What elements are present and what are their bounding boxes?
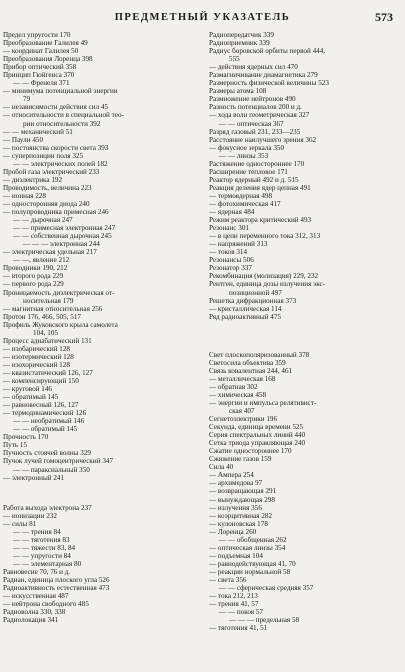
index-entry: Расширение тепловое 171 — [209, 167, 288, 176]
index-entry: — ионная 228 — [3, 191, 46, 200]
index-entry: Проводимость, величина 223 — [3, 183, 92, 192]
index-entry: Сетка триода управляющая 240 — [209, 439, 306, 448]
index-entry: — кристаллическая 114 — [209, 304, 282, 313]
index-entry: — полупроводника примесная 246 — [3, 208, 109, 217]
page-number: 573 — [375, 10, 393, 24]
index-entry: — оптическая линзы 354 — [209, 543, 286, 552]
index-entry: — термодинамический 126 — [3, 409, 87, 418]
index-entry: Прочность 170 — [3, 433, 49, 442]
index-entry: — компенсирующий 150 — [3, 377, 79, 386]
index-entry: — координат Галилея 50 — [3, 47, 79, 56]
index-entry: Профиль Жуковского крыла самолета — [3, 320, 118, 329]
index-entry: Резонатор 337 — [209, 264, 252, 273]
index-entry: — металлическая 168 — [209, 374, 276, 383]
index-entry: — — трения 84 — [13, 527, 61, 536]
index-entry: Сегнетоэлектрики 196 — [209, 415, 278, 424]
index-entry: Проницаемость диэлектрическая от- — [3, 288, 115, 297]
index-entry: Размерность физической величины 523 — [209, 79, 329, 88]
index-entry: — — параксиальный 350 — [13, 465, 90, 474]
index-entry: носительная 179 — [23, 296, 74, 305]
index-entry: Размножение нейтронов 490 — [209, 95, 296, 104]
index-entry: Секунда, единица времени 525 — [209, 423, 304, 432]
index-entry: Работа выхода электрона 237 — [3, 503, 92, 512]
index-entry: — диэлектрика 192 — [3, 175, 63, 184]
index-entry: — — упругости 84 — [13, 551, 71, 560]
index-entry: 104, 105 — [33, 328, 58, 337]
index-entry: — вынуждающая 298 — [209, 495, 275, 504]
index-entry: — подъемная 104 — [209, 551, 263, 560]
index-entry: — обратимый 145 — [3, 393, 59, 402]
index-entry: Пробой газа электрический 233 — [3, 167, 100, 176]
index-entry: Резонансы 506 — [209, 256, 254, 265]
index-entry: Размагничивание диамагнетика 279 — [209, 71, 318, 80]
index-entry: Процесс адиабатический 131 — [3, 336, 92, 345]
index-entry: — электронный 241 — [3, 473, 65, 482]
index-entry: — — обобщенная 262 — [219, 535, 287, 544]
index-entry: — — механический 51 — [3, 127, 73, 136]
index-entry: Свет плоскополяризованный 378 — [209, 350, 310, 359]
index-block-s — [209, 351, 401, 633]
index-entry: Рекомбинация (молизация) 229, 232 — [209, 272, 319, 281]
index-entry: — односторонняя диода 240 — [3, 199, 90, 208]
index-entry: — изотермический 128 — [3, 352, 74, 361]
index-entry: — суперпозиции поля 325 — [3, 151, 84, 160]
index-entry: — — электрических полей 182 — [13, 159, 108, 168]
index-entry: — энергии и импульса релятивист- — [209, 398, 317, 407]
index-entry: Прибор оптический 358 — [3, 63, 77, 72]
index-entry: Решетка дифракционная 373 — [209, 296, 297, 305]
index-entry: — нейтрона свободного 485 — [3, 600, 89, 609]
index-entry: — электрическая удельная 217 — [3, 248, 97, 257]
index-entry: — света 356 — [209, 576, 247, 584]
left-column — [3, 31, 195, 624]
index-entry: Разность потенциалов 200 и д. — [209, 103, 302, 112]
index-entry: — независимости действия сил 45 — [3, 103, 108, 112]
index-entry: Преобразования Лоренца 398 — [3, 55, 93, 64]
index-entry: — круговой 146 — [3, 385, 52, 394]
index-entry: 555 — [229, 55, 240, 64]
index-entry: — — элементарная 80 — [13, 559, 82, 568]
index-entry: Путь 15 — [3, 441, 28, 450]
index-entry: — — сферическая средняя 357 — [219, 584, 314, 593]
index-entry: — в цепи переменного тока 312, 313 — [209, 232, 321, 241]
index-entry: Светосила объектива 359 — [209, 358, 286, 367]
index-entry: Сжижение газов 159 — [209, 455, 272, 464]
index-entry: Равновесие 70, 76 и д. — [3, 568, 71, 576]
index-entry: — термоядерная 498 — [209, 191, 273, 200]
index-entry: — Паули 450 — [3, 135, 44, 144]
right-column — [209, 31, 401, 632]
index-entry: — Ампера 254 — [209, 471, 254, 480]
index-entry: — изохорический 128 — [3, 360, 70, 369]
index-entry: — фокусное зеркала 350 — [209, 143, 285, 152]
index-entry: Радиолокация 341 — [3, 616, 59, 625]
index-entry: — ионизации 232 — [3, 511, 57, 520]
index-entry: Растяжение одностороннее 170 — [209, 159, 305, 168]
index-entry: Радиус боровской орбиты первой 444, — [209, 47, 326, 56]
index-entry: Реакция деления ядер цепная 491 — [209, 183, 311, 192]
index-entry: — коэрцитивная 282 — [209, 511, 273, 520]
index-entry: — действия ядерных сил 470 — [209, 63, 298, 72]
index-entry: Резонанс 301 — [209, 224, 249, 233]
index-entry: Преобразование Галилея 49 — [3, 39, 88, 48]
index-entry: — возвращающая 291 — [209, 487, 277, 496]
index-entry: — обратная 302 — [209, 382, 258, 391]
index-entry: — второго рода 229 — [3, 272, 64, 281]
index-entry: — — покоя 57 — [219, 608, 263, 617]
index-entry: — химическая 458 — [209, 390, 267, 399]
index-entry: Принцип Гюйгенса 370 — [3, 71, 75, 80]
index-entry: — кулоновская 178 — [209, 519, 268, 528]
index-entry: Разряд газовый 231, 233—235 — [209, 127, 301, 136]
index-entry: — — — электронная 244 — [23, 240, 100, 249]
index-entry: Режим реактора критический 493 — [209, 216, 312, 225]
index-entry: — — Френеля 371 — [13, 79, 70, 88]
index-entry: Реактор ядерный 492 и д. 515 — [209, 175, 299, 184]
index-entry: Проводники 190, 212 — [3, 264, 68, 273]
index-entry: Размеры атома 108 — [209, 87, 267, 96]
index-entry: — фотохимическая 417 — [209, 199, 281, 208]
index-entry: Радиоволна 330, 338 — [3, 608, 66, 617]
index-entry: Протон 176, 466, 505, 517 — [3, 312, 81, 321]
index-entry: Радиоактивность естественная 473 — [3, 584, 110, 593]
index-entry: — — линзы 353 — [219, 151, 269, 160]
index-entry: — минимума потенциальной энергии — [3, 87, 118, 96]
index-entry: Расстояние наилучшего зрения 362 — [209, 135, 317, 144]
index-entry: — архимедова 97 — [209, 479, 263, 488]
index-entry: — постоянства скорости света 393 — [3, 143, 109, 152]
page-header — [0, 4, 405, 26]
index-entry: — равновесный 126, 127 — [3, 401, 79, 410]
index-entry: Предел упругости 170 — [3, 31, 71, 39]
index-entry: Связь ковалентная 244, 461 — [209, 366, 293, 375]
index-entry: — тяготения 41, 51 — [209, 624, 268, 633]
index-entry: — относительности в специальной тео- — [3, 111, 124, 120]
index-entry: Сила 40 — [209, 463, 234, 472]
index-entry: — напряжений 313 — [209, 240, 268, 249]
index-entry: — — тяготения 83 — [13, 535, 70, 544]
index-entry: — силы 81 — [3, 519, 37, 528]
index-block-r-cont — [209, 31, 401, 321]
index-entry: Ряд радиоактивный 475 — [209, 312, 281, 321]
index-entry: ская 407 — [229, 407, 255, 416]
index-entry: — — обратимый 145 — [13, 425, 78, 434]
index-entry: — тока 212, 213 — [209, 592, 258, 601]
index-entry: — —, явление 212 — [13, 256, 70, 265]
index-entry: Пучность стоячей волны 329 — [3, 449, 91, 458]
index-entry: — изобарический 128 — [3, 344, 71, 353]
index-entry: 79 — [23, 95, 31, 104]
index-entry: — токов 314 — [209, 248, 248, 257]
index-block-r — [3, 504, 195, 625]
index-block-p — [3, 31, 195, 482]
index-entry: Серия спектральных линий 440 — [209, 431, 306, 440]
index-entry: — — примесная электронная 247 — [13, 224, 116, 233]
index-entry: Радиоприемник 339 — [209, 39, 270, 48]
page-title: ПРЕДМЕТНЫЙ УКАЗАТЕЛЬ — [114, 12, 291, 23]
index-entry: позиционной 497 — [229, 288, 282, 297]
index-entry: — квазистатический 126, 127 — [3, 368, 93, 377]
index-entry: — — — предельная 58 — [229, 616, 300, 625]
index-entry: — — необратимый 146 — [13, 417, 85, 426]
index-entry: — равнодействующая 41, 70 — [209, 559, 296, 568]
index-entry: Сжатие одностороннее 170 — [209, 447, 292, 456]
index-entry: — — оптическая 367 — [219, 119, 284, 128]
index-entry: — излучения 356 — [209, 503, 262, 512]
index-entry: Рентген, единица дозы излучения экс- — [209, 280, 326, 289]
index-entry: Пучок лучей гомоцентрический 347 — [3, 457, 114, 466]
index-entry: Радиан, единица плоского угла 526 — [3, 576, 110, 585]
index-entry: — хода волн геометрическая 327 — [209, 111, 310, 120]
index-entry: — первого рода 229 — [3, 280, 64, 289]
index-entry: Радиопередатчик 339 — [209, 31, 274, 39]
index-entry: — ядерная 484 — [209, 208, 255, 217]
index-entry: — — тяжести 83, 84 — [13, 543, 76, 552]
index-entry: — магнитная относительная 256 — [3, 304, 103, 313]
index-entry: — Лоренца 260 — [209, 527, 257, 536]
index-entry: — — дырочная 247 — [13, 216, 73, 225]
index-entry: рии относительности 392 — [23, 119, 101, 128]
index-entry: — реакции нормальной 58 — [209, 567, 291, 576]
index-entry: — — собственная дырочная 245 — [13, 232, 112, 241]
index-entry: — трения 41, 57 — [209, 600, 259, 609]
index-entry: — искусственная 487 — [3, 592, 69, 601]
